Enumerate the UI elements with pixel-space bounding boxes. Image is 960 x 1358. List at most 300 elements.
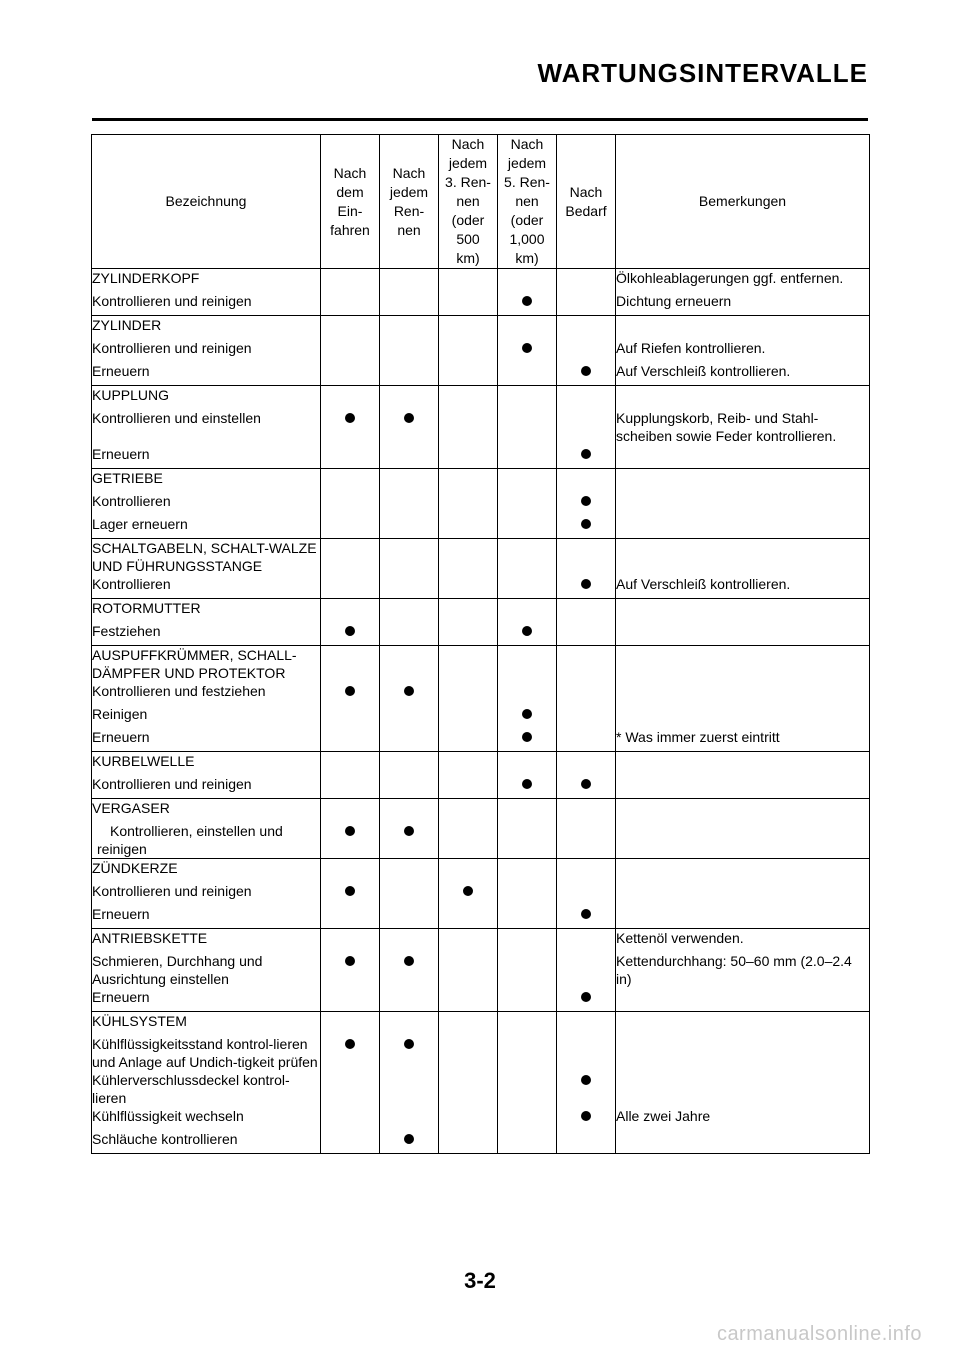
empty-cell [439, 752, 498, 776]
interval-cell [321, 339, 380, 362]
empty-cell [321, 599, 380, 623]
table-row [92, 445, 870, 469]
empty-cell [439, 929, 498, 953]
interval-cell [439, 1130, 498, 1154]
interval-cell [321, 409, 380, 445]
interval-cell [498, 409, 557, 445]
bullet-mark-icon [522, 709, 532, 719]
interval-cell [380, 728, 439, 752]
empty-cell [380, 752, 439, 776]
interval-cell [498, 515, 557, 539]
empty-cell [321, 1012, 380, 1036]
empty-cell [321, 646, 380, 683]
empty-cell [321, 799, 380, 823]
interval-cell [557, 622, 616, 646]
interval-cell [498, 1107, 557, 1130]
bullet-mark-icon [581, 519, 591, 529]
header-rule [92, 118, 868, 121]
table-row [92, 515, 870, 539]
interval-cell [321, 822, 380, 859]
interval-cell [380, 988, 439, 1012]
part-title-row [92, 752, 870, 776]
task-label: Kühlflüssigkeit wechseln [92, 1107, 321, 1130]
interval-cell [380, 1130, 439, 1154]
empty-cell [439, 859, 498, 883]
empty-cell [380, 316, 439, 340]
part-name: ZÜNDKERZE [92, 859, 321, 883]
maintenance-schedule-table [91, 134, 870, 1154]
watermark: carmanualsonline.info [716, 1323, 922, 1345]
column-header: Nach jedem Ren- nen [380, 135, 439, 269]
interval-cell [439, 905, 498, 929]
empty-cell [439, 316, 498, 340]
interval-cell [498, 1130, 557, 1154]
empty-cell [498, 539, 557, 576]
task-remark [616, 492, 870, 515]
interval-cell [439, 682, 498, 705]
bullet-mark-icon [345, 886, 355, 896]
bullet-mark-icon [581, 579, 591, 589]
interval-cell [321, 445, 380, 469]
interval-cell [557, 682, 616, 705]
part-title-row [92, 599, 870, 623]
empty-cell [380, 799, 439, 823]
empty-cell [498, 929, 557, 953]
task-label: Kühlerverschlussdeckel kontrol-lieren [92, 1071, 321, 1107]
bullet-mark-icon [522, 343, 532, 353]
task-label: Kontrollieren und reinigen [92, 292, 321, 316]
interval-cell [439, 622, 498, 646]
part-title-row [92, 1012, 870, 1036]
task-label: Festziehen [92, 622, 321, 646]
part-remark [616, 1012, 870, 1036]
part-name: KUPPLUNG [92, 386, 321, 410]
interval-cell [380, 822, 439, 859]
interval-cell [380, 882, 439, 905]
task-remark [616, 775, 870, 799]
empty-cell [380, 929, 439, 953]
table-row [92, 705, 870, 728]
interval-cell [321, 292, 380, 316]
task-label: Erneuern [92, 905, 321, 929]
empty-cell [557, 646, 616, 683]
bullet-mark-icon [522, 732, 532, 742]
task-remark [616, 705, 870, 728]
interval-cell [498, 952, 557, 988]
empty-cell [557, 799, 616, 823]
interval-cell [498, 622, 557, 646]
interval-cell [321, 882, 380, 905]
interval-cell [439, 1107, 498, 1130]
table-row [92, 575, 870, 599]
interval-cell [498, 575, 557, 599]
interval-cell [380, 622, 439, 646]
interval-cell [321, 905, 380, 929]
empty-cell [439, 1012, 498, 1036]
interval-cell [321, 1107, 380, 1130]
table-row [92, 775, 870, 799]
interval-cell [498, 492, 557, 515]
bullet-mark-icon [404, 413, 414, 423]
bullet-mark-icon [522, 626, 532, 636]
page-number: 3-2 [464, 1268, 496, 1293]
column-header: Bezeichnung [92, 135, 321, 269]
task-remark [616, 905, 870, 929]
interval-cell [439, 728, 498, 752]
interval-cell [557, 988, 616, 1012]
interval-cell [439, 575, 498, 599]
interval-cell [321, 988, 380, 1012]
table-row [92, 952, 870, 988]
interval-cell [498, 682, 557, 705]
interval-cell [321, 515, 380, 539]
bullet-mark-icon [581, 779, 591, 789]
part-name: ANTRIEBSKETTE [92, 929, 321, 953]
task-remark [616, 1071, 870, 1107]
interval-cell [439, 409, 498, 445]
interval-cell [439, 882, 498, 905]
task-label: Kontrollieren [92, 492, 321, 515]
bullet-mark-icon [345, 626, 355, 636]
part-name: GETRIEBE [92, 469, 321, 493]
table-row [92, 492, 870, 515]
table-body [92, 269, 870, 1154]
part-title-row [92, 469, 870, 493]
part-remark [616, 539, 870, 576]
part-title-row [92, 646, 870, 683]
table-row [92, 339, 870, 362]
empty-cell [498, 316, 557, 340]
empty-cell [498, 1012, 557, 1036]
table-header-row [92, 135, 870, 269]
interval-cell [557, 292, 616, 316]
interval-cell [557, 728, 616, 752]
empty-cell [321, 859, 380, 883]
part-name: AUSPUFFKRÜMMER, SCHALL-DÄMPFER UND PROTEKTOR [92, 646, 321, 683]
interval-cell [321, 1071, 380, 1107]
bullet-mark-icon [522, 296, 532, 306]
empty-cell [380, 386, 439, 410]
interval-cell [380, 1035, 439, 1071]
empty-cell [439, 599, 498, 623]
part-title-row [92, 859, 870, 883]
task-remark [616, 682, 870, 705]
table-row [92, 362, 870, 386]
bullet-mark-icon [581, 366, 591, 376]
empty-cell [380, 539, 439, 576]
empty-cell [557, 386, 616, 410]
table-row [92, 622, 870, 646]
part-remark [616, 469, 870, 493]
bullet-mark-icon [581, 992, 591, 1002]
empty-cell [321, 539, 380, 576]
column-header: Bemerkungen [616, 135, 870, 269]
interval-cell [380, 339, 439, 362]
empty-cell [498, 859, 557, 883]
interval-cell [498, 775, 557, 799]
empty-cell [498, 752, 557, 776]
part-name: ROTORMUTTER [92, 599, 321, 623]
empty-cell [557, 469, 616, 493]
interval-cell [498, 822, 557, 859]
table-row [92, 682, 870, 705]
part-remark [616, 316, 870, 340]
empty-cell [498, 269, 557, 293]
task-label: Kühlflüssigkeitsstand kontrol-lieren und Anlage auf Undich-tigkeit prüfen [92, 1035, 321, 1071]
interval-cell [557, 905, 616, 929]
task-remark [616, 822, 870, 859]
interval-cell [439, 292, 498, 316]
empty-cell [321, 469, 380, 493]
empty-cell [380, 859, 439, 883]
empty-cell [557, 1012, 616, 1036]
interval-cell [557, 882, 616, 905]
column-header: Nach dem Ein- fahren [321, 135, 380, 269]
interval-cell [380, 445, 439, 469]
task-remark [616, 622, 870, 646]
interval-cell [498, 728, 557, 752]
part-remark [616, 799, 870, 823]
interval-cell [321, 575, 380, 599]
interval-cell [321, 728, 380, 752]
interval-cell [498, 988, 557, 1012]
part-title-row [92, 539, 870, 576]
table-row [92, 988, 870, 1012]
interval-cell [498, 292, 557, 316]
interval-cell [439, 1035, 498, 1071]
bullet-mark-icon [404, 1134, 414, 1144]
task-remark: Kettendurchhang: 50–60 mm (2.0–2.4 in) [616, 952, 870, 988]
bullet-mark-icon [581, 1111, 591, 1121]
interval-cell [557, 409, 616, 445]
interval-cell [498, 882, 557, 905]
interval-cell [557, 445, 616, 469]
part-name: VERGASER [92, 799, 321, 823]
part-name: SCHALTGABELN, SCHALT-WALZE UND FÜHRUNGSSTANGE [92, 539, 321, 576]
column-header: Nach Bedarf [557, 135, 616, 269]
task-label: Kontrollieren und einstellen [92, 409, 321, 445]
empty-cell [439, 269, 498, 293]
task-label: Lager erneuern [92, 515, 321, 539]
interval-cell [380, 362, 439, 386]
empty-cell [557, 929, 616, 953]
empty-cell [321, 269, 380, 293]
interval-cell [498, 905, 557, 929]
task-remark [616, 1035, 870, 1071]
empty-cell [557, 539, 616, 576]
task-remark: Auf Verschleiß kontrollieren. [616, 362, 870, 386]
bullet-mark-icon [581, 449, 591, 459]
task-remark [616, 1130, 870, 1154]
task-label: Schmieren, Durchhang und Ausrichtung einstellen [92, 952, 321, 988]
bullet-mark-icon [404, 1039, 414, 1049]
interval-cell [439, 1071, 498, 1107]
bullet-mark-icon [345, 956, 355, 966]
empty-cell [321, 386, 380, 410]
task-label: Kontrollieren und reinigen [92, 775, 321, 799]
bullet-mark-icon [345, 826, 355, 836]
part-title-row [92, 386, 870, 410]
task-remark: Auf Riefen kontrollieren. [616, 339, 870, 362]
interval-cell [557, 492, 616, 515]
interval-cell [380, 1071, 439, 1107]
interval-cell [380, 1107, 439, 1130]
table-row [92, 292, 870, 316]
interval-cell [321, 622, 380, 646]
part-remark: Ölkohleablagerungen ggf. entfernen. [616, 269, 870, 293]
interval-cell [557, 705, 616, 728]
interval-cell [557, 952, 616, 988]
task-remark [616, 882, 870, 905]
interval-cell [498, 339, 557, 362]
bullet-mark-icon [581, 909, 591, 919]
interval-cell [321, 775, 380, 799]
interval-cell [321, 1035, 380, 1071]
empty-cell [380, 469, 439, 493]
bullet-mark-icon [463, 886, 473, 896]
interval-cell [439, 339, 498, 362]
interval-cell [557, 775, 616, 799]
interval-cell [557, 1107, 616, 1130]
task-label: Kontrollieren und reinigen [92, 339, 321, 362]
bullet-mark-icon [404, 956, 414, 966]
interval-cell [498, 1071, 557, 1107]
interval-cell [439, 705, 498, 728]
part-remark [616, 859, 870, 883]
table-row [92, 822, 870, 859]
task-label: Reinigen [92, 705, 321, 728]
interval-cell [498, 445, 557, 469]
part-remark: Kettenöl verwenden. [616, 929, 870, 953]
interval-cell [380, 575, 439, 599]
empty-cell [439, 469, 498, 493]
interval-cell [498, 705, 557, 728]
part-remark [616, 646, 870, 683]
table-row [92, 882, 870, 905]
task-remark: Alle zwei Jahre [616, 1107, 870, 1130]
task-label: Kontrollieren und festziehen [92, 682, 321, 705]
task-label: Erneuern [92, 362, 321, 386]
interval-cell [439, 988, 498, 1012]
task-remark [616, 445, 870, 469]
table-row [92, 409, 870, 445]
empty-cell [439, 539, 498, 576]
empty-cell [321, 929, 380, 953]
interval-cell [439, 822, 498, 859]
part-title-row [92, 799, 870, 823]
interval-cell [557, 1130, 616, 1154]
bullet-mark-icon [581, 1075, 591, 1085]
interval-cell [380, 905, 439, 929]
task-label: Kontrollieren und reinigen [92, 882, 321, 905]
part-remark [616, 752, 870, 776]
empty-cell [557, 599, 616, 623]
bullet-mark-icon [345, 686, 355, 696]
part-name: ZYLINDER [92, 316, 321, 340]
table-row [92, 728, 870, 752]
interval-cell [321, 952, 380, 988]
part-title-row [92, 269, 870, 293]
empty-cell [380, 1012, 439, 1036]
part-name: KÜHLSYSTEM [92, 1012, 321, 1036]
empty-cell [498, 599, 557, 623]
table-row [92, 1071, 870, 1107]
part-remark [616, 599, 870, 623]
task-remark: Kupplungskorb, Reib- und Stahl-scheiben sowie Feder kontrollieren. [616, 409, 870, 445]
interval-cell [557, 1035, 616, 1071]
task-remark [616, 988, 870, 1012]
bullet-mark-icon [404, 826, 414, 836]
interval-cell [498, 1035, 557, 1071]
bullet-mark-icon [522, 779, 532, 789]
task-label: Erneuern [92, 728, 321, 752]
empty-cell [557, 316, 616, 340]
empty-cell [439, 386, 498, 410]
task-label: Erneuern [92, 988, 321, 1012]
task-remark [616, 515, 870, 539]
column-header: Nach jedem 5. Ren- nen (oder 1,000 km) [498, 135, 557, 269]
empty-cell [380, 599, 439, 623]
part-name: KURBELWELLE [92, 752, 321, 776]
empty-cell [380, 269, 439, 293]
empty-cell [557, 859, 616, 883]
interval-cell [321, 492, 380, 515]
empty-cell [498, 386, 557, 410]
empty-cell [439, 799, 498, 823]
empty-cell [321, 752, 380, 776]
task-remark: Dichtung erneuern [616, 292, 870, 316]
interval-cell [380, 515, 439, 539]
interval-cell [321, 705, 380, 728]
interval-cell [380, 292, 439, 316]
interval-cell [321, 1130, 380, 1154]
part-title-row [92, 316, 870, 340]
empty-cell [380, 646, 439, 683]
part-remark [616, 386, 870, 410]
page-title: WARTUNGSINTERVALLE [537, 58, 868, 88]
interval-cell [380, 409, 439, 445]
bullet-mark-icon [345, 413, 355, 423]
interval-cell [439, 515, 498, 539]
task-label: Kontrollieren, einstellen und reinigen [92, 822, 321, 859]
interval-cell [380, 705, 439, 728]
column-header: Nach jedem 3. Ren- nen (oder 500 km) [439, 135, 498, 269]
interval-cell [321, 362, 380, 386]
interval-cell [557, 362, 616, 386]
task-label: Erneuern [92, 445, 321, 469]
empty-cell [498, 799, 557, 823]
bullet-mark-icon [581, 496, 591, 506]
empty-cell [498, 469, 557, 493]
empty-cell [321, 316, 380, 340]
part-name: ZYLINDERKOPF [92, 269, 321, 293]
table-row [92, 1130, 870, 1154]
interval-cell [557, 575, 616, 599]
task-remark: Auf Verschleiß kontrollieren. [616, 575, 870, 599]
task-remark: * Was immer zuerst eintritt [616, 728, 870, 752]
bullet-mark-icon [345, 1039, 355, 1049]
empty-cell [439, 646, 498, 683]
interval-cell [439, 492, 498, 515]
task-label: Kontrollieren [92, 575, 321, 599]
part-title-row [92, 929, 870, 953]
empty-cell [498, 646, 557, 683]
interval-cell [557, 1071, 616, 1107]
interval-cell [498, 362, 557, 386]
interval-cell [439, 445, 498, 469]
interval-cell [380, 775, 439, 799]
interval-cell [557, 515, 616, 539]
